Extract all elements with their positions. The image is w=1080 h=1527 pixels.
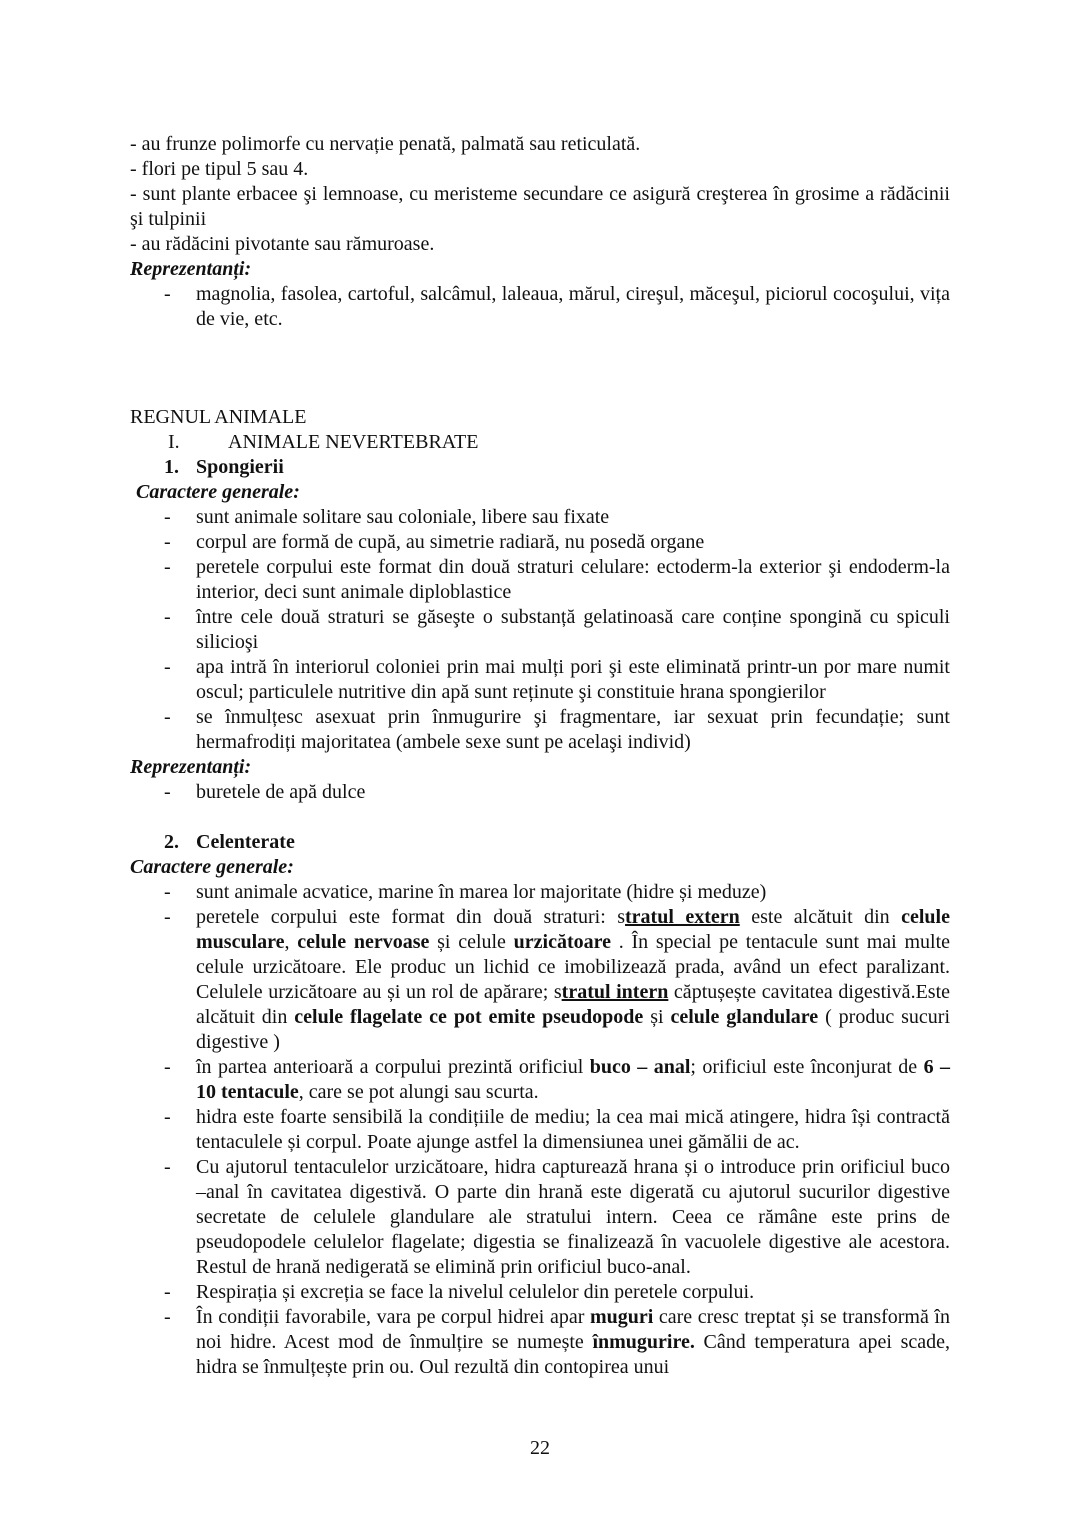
list-item	[130, 905, 950, 1055]
list-item	[130, 1155, 950, 1280]
item-text: buretele de apă dulce	[196, 781, 366, 803]
text-run: ; orificiul este înconjurat de	[690, 1056, 924, 1078]
list-item	[130, 1305, 950, 1380]
underlined-term: tratul extern	[625, 906, 740, 928]
bold-term: urzicătoare	[513, 931, 612, 953]
dash-bullet: -	[164, 283, 171, 305]
item-text: sunt animale acvatice, marine în marea lor majoritate (hidre și meduze)	[196, 881, 767, 903]
list-item	[130, 282, 950, 332]
subsection-heading	[130, 455, 950, 480]
intro-line: - sunt plante erbacee şi lemnoase, cu meristeme secundare ce asigură creşterea în grosime a rădăcinii şi tulpinii	[130, 183, 950, 230]
underlined-term: tratul intern	[561, 981, 669, 1003]
item-text: apa intră în interiorul coloniei prin mai mulți pori şi este eliminată printr-un por mare numit oscul; particulele nutritive din apă sunt reținute şi constituie hrana spongierilor	[196, 656, 950, 703]
list-item	[130, 1105, 950, 1155]
document-page	[130, 132, 950, 1380]
dash-bullet: -	[164, 531, 171, 553]
item-text: Cu ajutorul tentaculelor urzicătoare, hidra capturează hrana și o introduce prin orificiul buco –anal în cavitatea digestivă. O parte din hrană este digerată cu ajutorul sucurilor digestive secretate de celulele glandulare ale stratului intern. Ceea ce rămâne este prins de pseudopodele celulelor flagelate; digestia se finalizează în vacuolele digestive ale acestora. Restul de hrană nedigerată se elimină prin orificiul buco-anal.	[196, 1156, 950, 1278]
dash-bullet: -	[164, 906, 171, 928]
subsection-heading	[130, 830, 950, 855]
bold-term: celule glandulare	[670, 1006, 819, 1028]
item-text: Respirația și excreția se face la nivelul celulelor din peretele corpului.	[196, 1281, 755, 1303]
text-run: peretele corpului este format din două straturi: s	[196, 906, 625, 928]
reprezentanti-heading: Reprezentanți:	[130, 258, 252, 280]
dash-bullet: -	[164, 1106, 171, 1128]
dash-bullet: -	[164, 506, 171, 528]
bold-term: 6 – 10 tentacule	[196, 1056, 951, 1103]
bold-term: buco – anal	[589, 1056, 691, 1078]
section-number: I.	[168, 431, 180, 453]
reprezentanti-heading: Reprezentanți:	[130, 756, 252, 778]
list-item	[130, 880, 950, 905]
section-title: ANIMALE NEVERTEBRATE	[228, 431, 479, 453]
dash-bullet: -	[164, 1281, 171, 1303]
caractere-heading: Caractere generale:	[136, 481, 300, 503]
text-run: . În special pe tentacule sunt mai multe celule urzicătoare. Ele produc un lichid ce imobilizează prada, având un efect paralizant. Celulele urzicătoare au și un rol de apărare; s	[196, 931, 951, 1003]
text-run: în partea anterioară a corpului prezintă orificiul	[196, 1056, 590, 1078]
text-run: ( produc sucuri digestive )	[196, 1006, 951, 1053]
dash-bullet: -	[164, 1306, 171, 1328]
subsection-number: 1.	[164, 456, 179, 478]
item-text: se înmulțesc asexuat prin înmugurire şi fragmentare, iar sexuat prin fecundație; sunt hermafrodiți majoritatea (ambele sexe sunt pe acelaşi individ)	[196, 706, 950, 753]
subsection-title: Spongierii	[196, 456, 284, 478]
dash-bullet: -	[164, 1056, 171, 1078]
dash-bullet: -	[164, 556, 171, 578]
intro-line: - au frunze polimorfe cu nervație penată, palmată sau reticulată.	[130, 133, 641, 155]
dash-bullet: -	[164, 781, 171, 803]
text-run: ,	[284, 931, 298, 953]
dash-bullet: -	[164, 706, 171, 728]
text-run: Când temperatura apei scade, hidra se înmulțește prin ou. Oul rezultă din contopirea unui	[196, 1331, 950, 1378]
list-item	[130, 505, 950, 530]
dash-bullet: -	[164, 606, 171, 628]
regnul-heading: REGNUL ANIMALE	[130, 406, 307, 428]
intro-line: - au rădăcini pivotante sau rămuroase.	[130, 233, 435, 255]
list-item	[130, 1055, 950, 1105]
item-text: peretele corpului este format din două straturi celulare: ectoderm-la exterior şi endoderm-la interior, deci sunt animale diploblastice	[196, 556, 950, 603]
bold-term: celule flagelate ce pot emite pseudopode	[294, 1006, 644, 1028]
text-run: care cresc treptat și se transformă în noi hidre. Acest mod de înmulțire se numește	[196, 1306, 950, 1353]
dash-bullet: -	[164, 1156, 171, 1178]
list-item	[130, 530, 950, 555]
item-text: magnolia, fasolea, cartoful, salcâmul, laleaua, mărul, cireşul, măceşul, piciorul cocoşului, vița de vie, etc.	[196, 283, 950, 330]
item-text: sunt animale solitare sau coloniale, libere sau fixate	[196, 506, 610, 528]
list-item	[130, 555, 950, 605]
bold-term: muguri	[589, 1306, 654, 1328]
list-item	[130, 1280, 950, 1305]
list-item	[130, 655, 950, 705]
subsection-number: 2.	[164, 831, 179, 853]
caractere-heading: Caractere generale:	[130, 856, 294, 878]
page-number: 22	[530, 1437, 550, 1459]
item-text: între cele două straturi se găseşte o substanță gelatinoasă care conține spongină cu spiculi silicioşi	[196, 606, 950, 653]
text-run: , care se pot alungi sau scurta.	[298, 1081, 539, 1103]
dash-bullet: -	[164, 656, 171, 678]
section-heading	[130, 430, 950, 455]
item-text: hidra este foarte sensibilă la condițiile de mediu; la cea mai mică atingere, hidra își contractă tentaculele și corpul. Poate ajunge astfel la dimensiunea unei gămălii de ac.	[196, 1106, 950, 1153]
list-item	[130, 605, 950, 655]
dash-bullet: -	[164, 881, 171, 903]
subsection-title: Celenterate	[196, 831, 295, 853]
text-run: și	[643, 1006, 671, 1028]
list-item	[130, 780, 950, 805]
text-run: În condiții favorabile, vara pe corpul hidrei apar	[196, 1306, 590, 1328]
bold-term: înmugurire.	[592, 1331, 695, 1353]
text-run: căptușește cavitatea digestivă.Este alcătuit din	[196, 981, 950, 1028]
intro-line: - flori pe tipul 5 sau 4.	[130, 158, 309, 180]
item-text: corpul are formă de cupă, au simetrie radiară, nu posedă organe	[196, 531, 705, 553]
list-item	[130, 705, 950, 755]
text-run: și celule	[429, 931, 514, 953]
text-run: este alcătuit din	[739, 906, 902, 928]
bold-term: celule nervoase	[297, 931, 430, 953]
bold-term: celule musculare	[196, 906, 950, 953]
